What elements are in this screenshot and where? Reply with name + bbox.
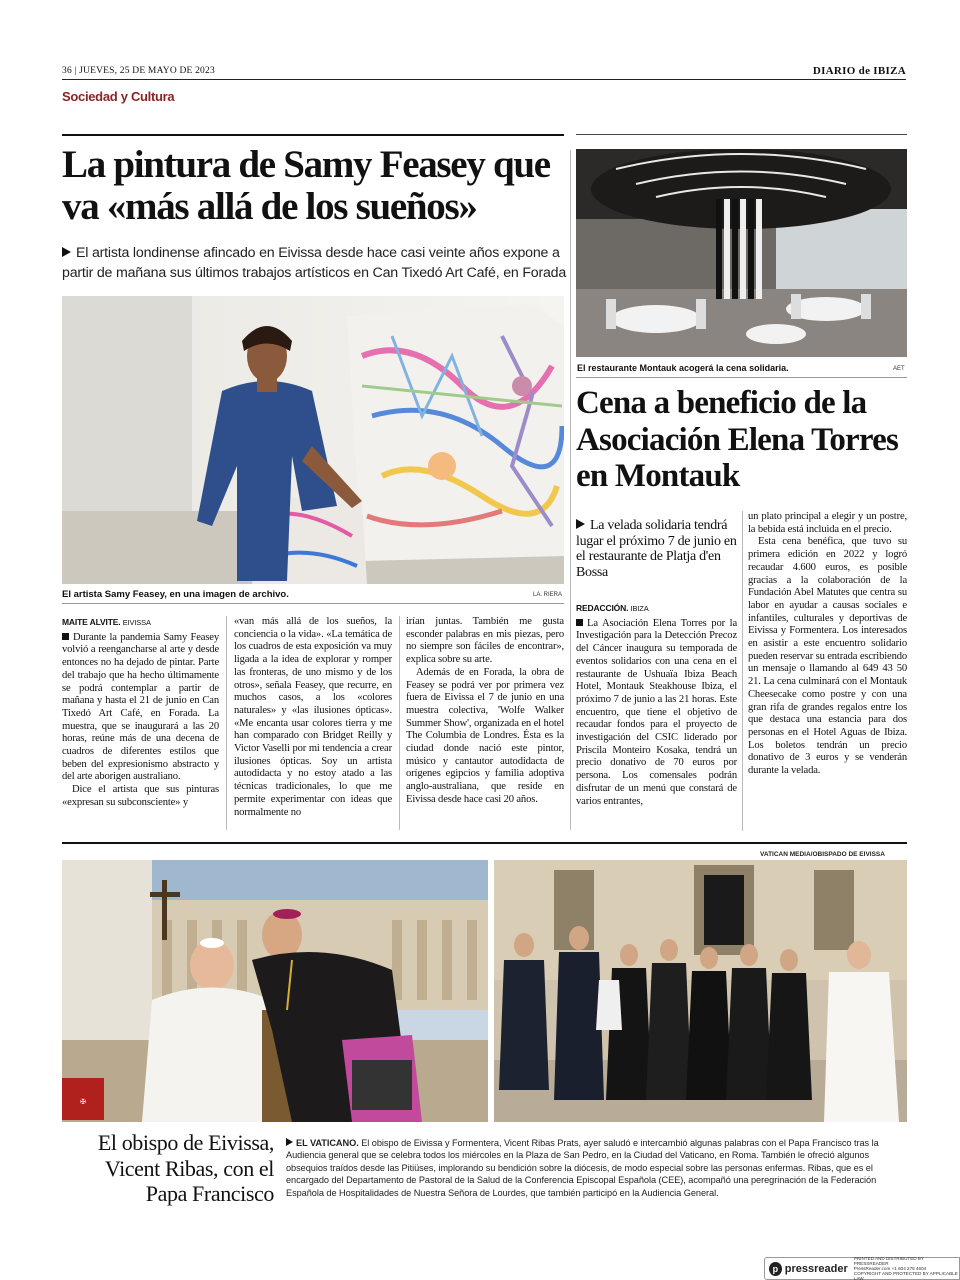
caption-rule <box>62 603 564 604</box>
pope-bishop-photo <box>62 860 488 1122</box>
paper-name: DIARIO de IBIZA <box>812 65 906 77</box>
article3-title: El obispo de Eivissa, Vicent Ribas, con el Papa Francisco <box>97 1130 274 1206</box>
triangle-bullet-icon <box>286 1138 293 1146</box>
article3-body: El obispo de Eivissa y Formentera, Vicent Ribas Prats, ayer saludó e intercambió algunas palabras con el Papa Francisco tras la Audiencia general que se celebra todos los miércoles en la Plaza de San Pedro, en la Ciudad del Vaticano, en Roma. También le ofreció algunos obsequios traídos desde las Pitiüses, implorando su bendición sobre la diócesis, de modo especial sobre las personas enfermas. Ribas, que es el encargado del Departamento de Pastoral de la Salud de la Conferencia Episcopal Española (CEE), acompañó una peregrinación de la Federación Española de Hospitalidades de Nuestra Señora de Lourdes, que también participó en la Audiencia General. <box>286 1138 879 1198</box>
svg-text:✠: ✠ <box>80 1099 86 1106</box>
byline-author: REDACCIÓN. <box>576 603 629 613</box>
article2-paragraph: Esta cena benéfica, que tuvo su primera edición en 2022 y logró recaudar 4.600 euros, es posible gracias a la colaboración de la Fundación Abel Matutes que centra su labor en ayudar a causas sociales e infantiles, culturales y deportivas de Eivissa y Formentera. Los interesados en asistir a este encuentro solidario pueden reservar su entrada escribiendo un mensaje o llamando al 649 43 50 21. La cena culminará con el Montauk Cheesecake como postre y con una gran rifa de grandes regalos entre los que destaca una estancia para dos personas en el Hotel Aguas de Ibiza. Los boletos tendrán un precio donativo de 3 euros y se venderán durante la velada. <box>748 536 908 777</box>
paragraph-text: La Asociación Elena Torres por la Investigación para la Detección Precoz del Cáncer inaugura su temporada de eventos solidarios con una cena en el restaurante de Ushuaïa Ibiza Beach Hotel, Montauk Steakhouse Ibiza, el próximo 7 de junio a las 21 horas. Este encuentro, que tiene el objetivo de recaudar fondos para el proyecto de investigación del CSIC liderado por Priscila Monteiro Kosaka, tendrá un precio donativo de 70 euros por persona. Los comensales podrán disfrutar de un menú que constará de varios entrantes, <box>576 617 737 807</box>
article1-paragraph: irían juntas. También me gusta esconder palabras en mis piezas, pero no siempre son fáciles de encontrar», explica sobre su arte. <box>406 616 564 666</box>
article2-byline <box>576 602 737 616</box>
pressreader-fine-print <box>854 1256 959 1280</box>
pressreader-logo-icon: p <box>769 1262 782 1276</box>
article3-text <box>286 1137 907 1199</box>
article1-column-1 <box>62 616 219 810</box>
article1-paragraph: Además de en Forada, la obra de Feasey se podrá ver por primera vez fuera de Eivissa el 7 de junio en una muestra colectiva, 'Wolfe Walker Summer Show', organizada en el hotel The Columbia de Londres. Ésta es la ciudad donde nació este pintor, músico y cantautor autodidacta de orígenes egipcios y familia adoptiva anglo-australiana, que reside en Eivissa desde hace casi 20 años. <box>406 666 564 805</box>
triangle-bullet-icon <box>62 247 71 257</box>
paragraph-text: Durante la pandemia Samy Feasey volvió a reengancharse al arte y desde entonces no ha dejado de pintar. Parte del trabajo que ha hecho últimamente se podrá contemplar a partir de mañana y hasta el 21 de junio en Can Tixedó Art Café, en Forada. La muestra, que se inaugurará a las 20 horas, reúne más de una decena de cuadros de diferentes estilos que beben del expresionismo abstracto y del arte aborigen australiano. <box>62 631 219 783</box>
article2-column-1 <box>576 602 737 808</box>
article1-deck-text: El artista londinense afincado en Eivissa desde hace casi veinte años expone a partir de mañana sus últimos trabajos artísticos en Can Tixedó Art Café, en Forada <box>62 245 567 281</box>
artist-photo-caption: El artista Samy Feasey, en una imagen de archivo. <box>62 589 289 600</box>
article1-deck <box>62 243 567 283</box>
article2-deck-text: La velada solidaria tendrá lugar el próximo 7 de junio en el restaurante de Platja d'en Bossa <box>576 518 737 580</box>
column-divider <box>399 616 400 830</box>
restaurant-photo <box>576 149 907 357</box>
article2-title: Cena a beneficio de la Asociación Elena Torres en Montauk <box>576 385 899 494</box>
column-divider <box>570 150 571 830</box>
triangle-bullet-icon <box>576 519 585 529</box>
vatican-photo-credit: VATICAN MEDIA/OBISPADO DE EIVISSA <box>760 851 885 858</box>
article3-lead: EL VATICANO. <box>296 1138 359 1148</box>
article2-deck <box>576 518 738 580</box>
section-label: Sociedad y Cultura <box>62 89 175 104</box>
column-divider <box>742 511 743 831</box>
fine-print-line: PRINTED AND DISTRIBUTED BY PRESSREADER <box>853 1256 924 1266</box>
page-info: 36 | JUEVES, 25 DE MAYO DE 2023 <box>62 66 215 76</box>
header-rule <box>62 79 906 80</box>
fine-print-line: COPYRIGHT AND PROTECTED BY APPLICABLE LAW <box>853 1271 958 1280</box>
byline-place: EIVISSA <box>122 618 151 627</box>
top-rule-right <box>576 134 907 135</box>
bottom-section-rule <box>62 842 907 844</box>
restaurant-photo-credit: AET <box>893 366 905 372</box>
caption-rule <box>576 377 907 378</box>
byline-place: IBIZA <box>630 604 649 613</box>
byline-author: MAITE ALVITE. <box>62 617 121 627</box>
article2-paragraph: un plato principal a elegir y un postre, la bebida está incluida en el precio. <box>748 511 907 535</box>
article1-column-3 <box>406 616 564 807</box>
restaurant-photo-caption: El restaurante Montauk acogerá la cena solidaria. <box>577 363 789 373</box>
pressreader-badge[interactable] <box>764 1257 960 1280</box>
article1-paragraph <box>62 632 219 784</box>
article1-column-2 <box>234 616 392 819</box>
article1-byline <box>62 616 219 630</box>
fine-print-line: PressReader.com +1 604 278 4604 <box>853 1266 927 1271</box>
artist-photo <box>62 296 564 584</box>
article2-column-2 <box>748 511 907 778</box>
square-bullet-icon <box>62 633 69 640</box>
artist-photo-credit: LA. RIERA <box>533 592 563 598</box>
article1-title: La pintura de Samy Feasey que va «más allá de los sueños» <box>62 143 550 228</box>
article1-paragraph: «van más allá de los sueños, la conciencia o la vida». «La temática de los cuadros de esta exposición va muy ligada a la idea de explorar y romper las fronteras, de uno mismo y de los otros», señala Feasey, que recurre, en muchos casos, a los «colores naturales» y «las ilusiones ópticas». «Me encanta usar colores tierra y me han comparado con Bridget Reilly y Victor Vaselli por mi tendencia a crear ilusiones ópticas. Soy un artista autodidacta y no estoy atado a las técnicas tradicionales, lo que me permite experimentar con ideas que normalmente no <box>234 616 392 818</box>
article2-paragraph <box>576 618 737 809</box>
column-divider <box>226 616 227 830</box>
top-rule-left <box>62 134 564 136</box>
article1-paragraph: Dice el artista que sus pinturas «expresan su subconsciente» y <box>62 784 219 808</box>
pilgrimage-group-photo <box>494 860 907 1122</box>
pressreader-brand: pressreader <box>784 1262 848 1275</box>
square-bullet-icon <box>576 619 583 626</box>
